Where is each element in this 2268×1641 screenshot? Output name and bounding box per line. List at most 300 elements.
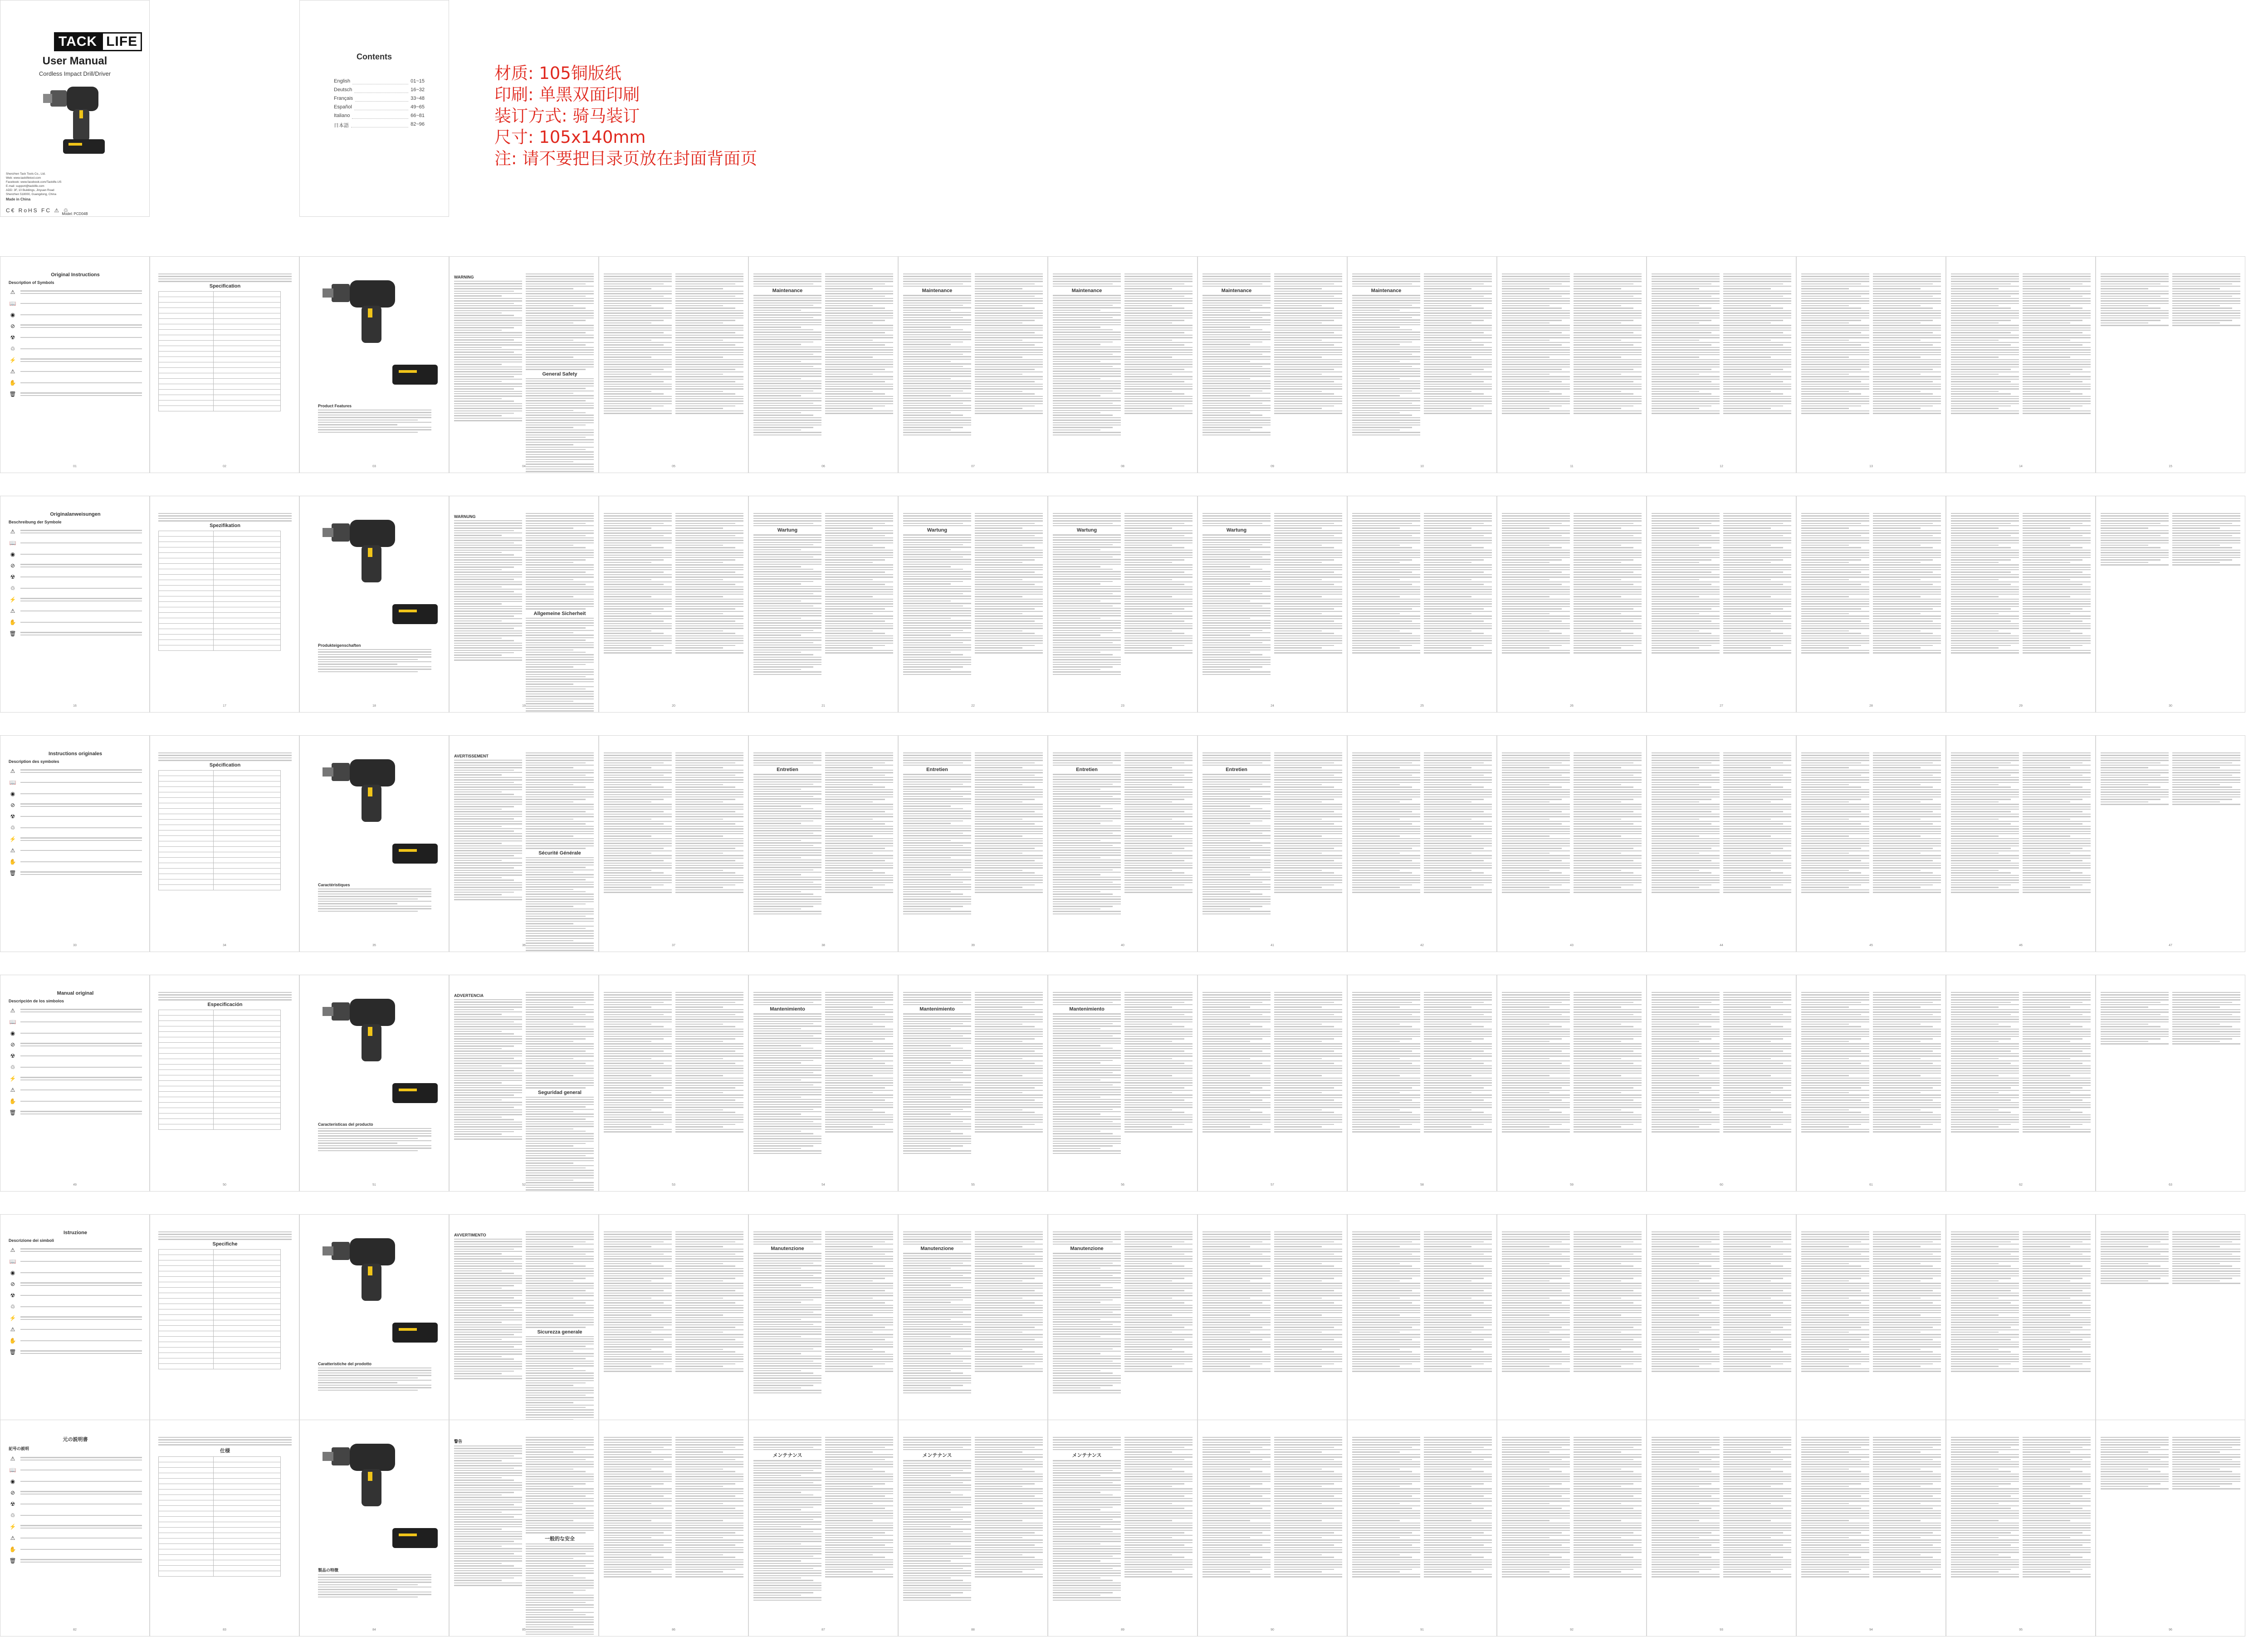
spec-cell	[159, 291, 214, 297]
text-line	[753, 373, 821, 374]
text-line	[1352, 828, 1420, 829]
text-line	[1652, 809, 1720, 810]
text-line	[1951, 384, 2019, 385]
text-line	[1124, 530, 1193, 531]
text-line	[1124, 809, 1193, 810]
text-line	[903, 319, 971, 320]
text-line	[1202, 752, 1271, 753]
text-line	[1951, 596, 1999, 597]
text-line	[1124, 562, 1172, 563]
text-line	[604, 552, 672, 553]
text-line	[675, 340, 723, 341]
text-line	[604, 315, 672, 316]
text-line	[604, 643, 672, 644]
text-line	[1951, 784, 1999, 785]
spec-cell	[214, 1059, 281, 1064]
text-line	[2023, 400, 2091, 401]
text-line	[1502, 640, 1570, 641]
text-line	[1424, 770, 1492, 771]
text-line	[1352, 532, 1420, 533]
text-line	[1723, 347, 1791, 348]
text-line	[1652, 591, 1720, 592]
text-line	[1723, 398, 1791, 399]
text-line	[975, 816, 1043, 817]
text-line	[1652, 628, 1720, 629]
text-line	[1801, 405, 1861, 406]
text-column	[975, 751, 1043, 894]
text-line	[1274, 310, 1342, 311]
text-line	[604, 342, 672, 343]
text-line	[1502, 850, 1570, 851]
text-line	[1723, 794, 1791, 795]
symbol-description	[20, 391, 142, 397]
text-line	[526, 901, 594, 902]
text-line	[2023, 347, 2091, 348]
text-line	[903, 791, 971, 792]
text-line	[1274, 863, 1342, 864]
text-line	[1053, 801, 1121, 802]
text-line	[825, 332, 885, 333]
text-line	[1352, 300, 1420, 301]
text-line	[318, 1135, 431, 1136]
text-line	[1873, 623, 1941, 624]
text-line	[1801, 371, 1869, 372]
text-line	[454, 770, 514, 771]
text-line	[903, 786, 971, 787]
text-line	[1574, 865, 1642, 866]
toc-row[interactable]	[334, 122, 425, 130]
text-line	[975, 327, 1043, 328]
text-line	[1801, 364, 1869, 365]
text-line	[1274, 835, 1322, 836]
text-line	[1424, 584, 1484, 585]
text-line	[903, 300, 971, 301]
text-line	[753, 349, 821, 350]
text-line	[1574, 892, 1642, 893]
symbol-description	[20, 1099, 142, 1103]
text-line	[675, 892, 743, 893]
text-line	[825, 863, 893, 864]
text-line	[604, 354, 672, 355]
text-line	[753, 896, 821, 897]
text-line	[1723, 635, 1791, 636]
text-line	[1723, 755, 1791, 756]
text-line	[1502, 752, 1570, 753]
text-line	[753, 286, 821, 287]
text-line	[903, 620, 971, 621]
text-line	[1502, 398, 1570, 399]
spec-row	[159, 830, 281, 835]
text-line	[1502, 532, 1570, 533]
text-line	[675, 865, 743, 866]
spec-row	[159, 607, 281, 612]
text-line	[825, 320, 885, 321]
text-line	[825, 860, 885, 861]
text-line	[1352, 520, 1420, 521]
text-line	[1652, 403, 1720, 404]
text-line	[1424, 381, 1484, 382]
text-line	[1801, 831, 1869, 832]
toc-row[interactable]	[334, 104, 425, 113]
spec-row	[159, 340, 281, 346]
text-line	[526, 930, 594, 931]
battery-image	[391, 840, 440, 867]
symbol-description	[20, 1041, 142, 1048]
text-line	[1053, 825, 1121, 826]
text-line	[526, 814, 594, 815]
text-line	[975, 633, 1035, 634]
text-line	[454, 786, 522, 787]
text-line	[2101, 515, 2169, 516]
toc-dots	[352, 113, 408, 119]
text-line	[1652, 799, 1711, 800]
text-line	[2023, 327, 2091, 328]
text-line	[675, 601, 743, 602]
text-line	[604, 840, 672, 841]
symbol-description	[20, 826, 142, 830]
text-line	[1424, 791, 1492, 792]
text-line	[1424, 884, 1484, 885]
text-line	[1274, 281, 1342, 282]
text-line	[1274, 875, 1342, 876]
text-line	[1951, 330, 2019, 331]
text-line	[675, 809, 743, 810]
text-line	[975, 315, 1043, 316]
text-line	[1574, 882, 1642, 883]
text-line	[604, 863, 672, 864]
spec-cell	[214, 803, 281, 808]
text-line	[675, 826, 743, 827]
text-line	[1801, 892, 1869, 893]
text-line	[753, 276, 821, 277]
text-line	[454, 867, 514, 868]
text-line	[604, 884, 664, 885]
text-line	[1274, 889, 1342, 890]
text-line	[2023, 337, 2091, 338]
text-line	[675, 618, 743, 619]
text-line	[604, 811, 664, 812]
text-line	[825, 840, 893, 841]
text-line	[1873, 303, 1941, 304]
text-line	[1873, 865, 1941, 866]
text-line	[604, 620, 664, 621]
text-line	[1574, 400, 1642, 401]
text-line	[1801, 278, 1869, 279]
text-line	[675, 579, 723, 580]
text-line	[1951, 296, 2011, 297]
text-line	[1873, 831, 1941, 832]
text-line	[1502, 887, 1549, 888]
text-line	[903, 578, 971, 579]
text-line	[1274, 586, 1342, 587]
text-line	[1873, 889, 1941, 890]
text-line	[975, 760, 1043, 761]
spec-cell	[159, 542, 214, 547]
text-line	[1274, 611, 1342, 612]
text-line	[1424, 542, 1492, 543]
text-line	[1574, 823, 1633, 824]
text-line	[1274, 630, 1322, 631]
text-line	[1053, 588, 1121, 589]
text-line	[1424, 296, 1484, 297]
text-line	[1652, 310, 1720, 311]
text-line	[825, 376, 893, 377]
text-line	[753, 886, 821, 887]
text-line	[1424, 347, 1492, 348]
text-line	[1801, 650, 1869, 651]
text-line	[1723, 352, 1791, 353]
symbol-row	[9, 801, 142, 809]
text-line	[2172, 762, 2232, 763]
page-number: 05	[672, 465, 675, 468]
text-line	[1951, 379, 2019, 380]
text-line	[2023, 596, 2070, 597]
text-line	[1424, 320, 1484, 321]
text-line	[825, 530, 893, 531]
text-line	[675, 887, 723, 888]
text-line	[1352, 630, 1400, 631]
text-line	[1652, 342, 1720, 343]
text-line	[1801, 645, 1861, 646]
text-line	[1652, 786, 1711, 787]
text-line	[1652, 872, 1711, 873]
text-line	[2101, 283, 2160, 284]
text-line	[526, 542, 594, 543]
text-line	[2023, 303, 2091, 304]
text-line	[1502, 361, 1570, 362]
text-line	[526, 291, 594, 292]
spec-cell	[159, 400, 214, 405]
toc-row[interactable]	[334, 113, 425, 122]
text-line	[2023, 413, 2091, 414]
text-line	[1053, 637, 1121, 638]
text-line	[2101, 801, 2148, 802]
text-line	[903, 542, 971, 543]
symbol-row	[9, 322, 142, 330]
text-line	[2023, 838, 2091, 839]
text-line	[1574, 310, 1642, 311]
text-line	[1951, 317, 2019, 318]
symbol-description	[20, 313, 142, 317]
text-line	[675, 410, 743, 411]
text-line	[903, 845, 963, 846]
text-column	[526, 272, 594, 473]
spec-cell	[214, 846, 281, 852]
text-line	[753, 534, 821, 535]
text-line	[1502, 366, 1570, 367]
text-line	[2101, 777, 2169, 778]
text-line	[1801, 816, 1869, 817]
text-line	[454, 1080, 522, 1081]
page-number: 01	[73, 465, 77, 468]
text-line	[975, 777, 1043, 778]
text-line	[1124, 877, 1193, 878]
text-line	[1124, 303, 1193, 304]
text-line	[1274, 591, 1342, 592]
text-line	[1652, 814, 1720, 815]
text-line	[1652, 840, 1720, 841]
text-line	[1574, 555, 1642, 556]
text-line	[1124, 400, 1193, 401]
text-line	[1274, 848, 1334, 849]
text-line	[1723, 281, 1791, 282]
text-line	[1652, 833, 1720, 834]
text-line	[1951, 613, 1999, 614]
text-line	[975, 615, 1043, 616]
symbol-description	[20, 860, 142, 864]
text-line	[1352, 359, 1420, 360]
spec-cell	[159, 612, 214, 618]
spec-cell	[214, 868, 281, 874]
text-line	[675, 599, 743, 600]
text-line	[454, 327, 514, 328]
spec-row	[159, 819, 281, 825]
text-line	[1951, 344, 2011, 345]
text-line	[1873, 559, 1933, 560]
text-line	[2101, 540, 2169, 541]
text-line	[1053, 354, 1113, 355]
text-line	[604, 296, 664, 297]
text-line	[454, 767, 522, 768]
toc-row[interactable]	[334, 78, 425, 87]
text-line	[903, 276, 971, 277]
text-line	[1053, 307, 1121, 308]
text-line	[903, 884, 971, 885]
symbol-description	[20, 792, 142, 796]
text-line	[2101, 804, 2169, 805]
text-line	[753, 838, 821, 839]
text-line	[1652, 340, 1699, 341]
text-line	[1873, 643, 1941, 644]
text-line	[903, 281, 971, 282]
text-line	[1574, 391, 1621, 392]
text-line	[825, 518, 893, 519]
text-line	[1652, 775, 1711, 776]
text-line	[1502, 767, 1549, 768]
text-line	[1574, 591, 1642, 592]
text-line	[2101, 527, 2148, 528]
text-line	[675, 608, 735, 609]
text-line	[753, 574, 821, 575]
text-line	[1274, 303, 1342, 304]
text-line	[1801, 376, 1869, 377]
text-line	[1502, 875, 1570, 876]
text-line	[454, 1104, 522, 1105]
text-line	[1652, 757, 1720, 758]
text-line	[1424, 784, 1471, 785]
text-line	[1873, 569, 1941, 570]
text-line	[2023, 559, 2082, 560]
text-line	[1502, 789, 1570, 790]
text-line	[318, 896, 431, 897]
text-line	[675, 283, 735, 284]
electric-icon: ⚡	[9, 357, 16, 363]
text-line	[1801, 569, 1869, 570]
text-line	[454, 525, 522, 526]
text-line	[454, 765, 522, 766]
text-line	[1124, 342, 1193, 343]
page-number: 21	[821, 704, 825, 708]
text-line	[526, 762, 586, 763]
text-line	[1723, 789, 1791, 790]
text-line	[1801, 398, 1869, 399]
text-line	[675, 863, 743, 864]
text-line	[1574, 784, 1621, 785]
text-line	[2023, 848, 2082, 849]
manual-page	[449, 256, 599, 473]
text-line	[1951, 400, 2019, 401]
text-line	[1202, 625, 1271, 626]
text-line	[1723, 340, 1771, 341]
text-line	[1951, 887, 1999, 888]
text-line	[454, 623, 522, 624]
text-line	[454, 650, 522, 651]
text-line	[1652, 547, 1711, 548]
text-line	[1424, 755, 1492, 756]
text-line	[825, 564, 893, 565]
text-line	[753, 583, 801, 584]
text-line	[1424, 596, 1471, 597]
text-line	[753, 632, 821, 633]
text-line	[975, 875, 1043, 876]
text-line	[975, 606, 1043, 607]
text-line	[1574, 381, 1633, 382]
text-line	[604, 523, 664, 524]
text-line	[526, 550, 594, 551]
text-line	[1801, 828, 1869, 829]
text-line	[454, 840, 522, 841]
text-line	[1574, 782, 1642, 783]
text-line	[1652, 361, 1720, 362]
text-line	[1574, 611, 1642, 612]
text-line	[1574, 613, 1621, 614]
text-column	[1202, 751, 1271, 916]
spec-row	[159, 324, 281, 329]
toc-row[interactable]	[334, 87, 425, 96]
text-line	[604, 608, 664, 609]
text-line	[1202, 359, 1271, 360]
toc-row[interactable]	[334, 96, 425, 104]
text-line	[1652, 835, 1699, 836]
text-line	[454, 1133, 502, 1134]
text-line	[2172, 799, 2232, 800]
text-line	[1574, 354, 1642, 355]
spec-row	[159, 792, 281, 797]
text-line	[2023, 342, 2091, 343]
text-line	[1053, 523, 1113, 524]
text-line	[1352, 427, 1412, 428]
text-line	[1574, 643, 1642, 644]
text-line	[1873, 330, 1941, 331]
text-line	[526, 864, 594, 865]
features-heading: Produkteigenschaften	[318, 643, 361, 648]
text-line	[1124, 875, 1193, 876]
text-line	[1424, 872, 1484, 873]
spec-cell	[214, 1113, 281, 1118]
text-line	[903, 833, 963, 834]
text-line	[1424, 794, 1492, 795]
text-line	[1502, 838, 1570, 839]
text-line	[1873, 591, 1941, 592]
text-line	[1652, 828, 1720, 829]
text-line	[1873, 291, 1941, 292]
text-line	[1202, 583, 1250, 584]
text-line	[1873, 571, 1933, 572]
text-line	[1502, 410, 1570, 411]
text-line	[20, 395, 142, 396]
text-line	[1574, 794, 1642, 795]
text-line	[2023, 310, 2091, 311]
